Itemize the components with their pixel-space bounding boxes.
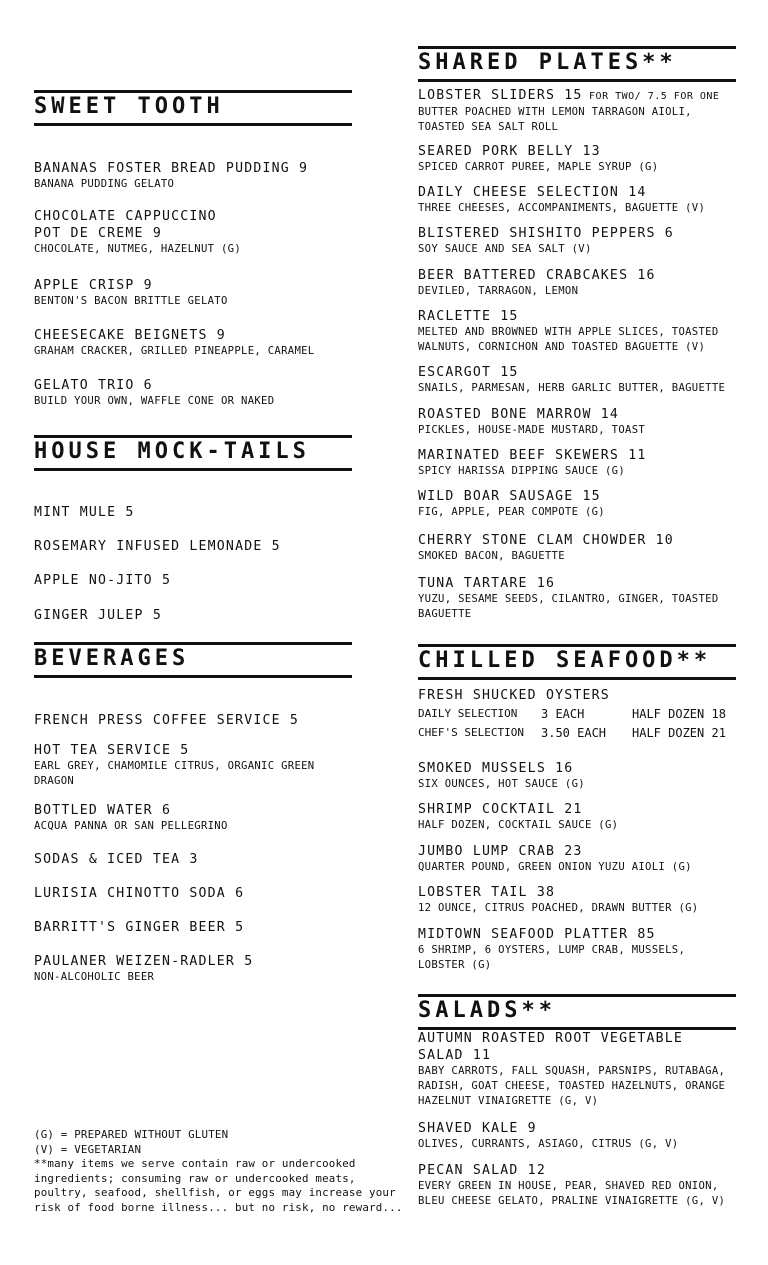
- item-name: BOTTLED WATER 6: [34, 803, 172, 818]
- item-name: JUMBO LUMP CRAB 23: [418, 844, 583, 859]
- item-name: MIDTOWN SEAFOOD PLATTER 85: [418, 927, 656, 942]
- section-shared-plates-header: [418, 46, 736, 82]
- item-name: PAULANER WEIZEN-RADLER 5: [34, 954, 254, 969]
- menu-item: [418, 267, 740, 299]
- item-name: FRESH SHUCKED OYSTERS: [418, 688, 610, 703]
- item-name: APPLE NO-JITO 5: [34, 573, 172, 588]
- item-description: PICKLES, HOUSE-MADE MUSTARD, TOAST: [418, 424, 646, 436]
- item-name: GELATO TRIO 6: [34, 378, 153, 393]
- item-description: MELTED AND BROWNED WITH APPLE SLICES, TOASTED WALNUTS, CORNICHON AND TOASTED BAGUETTE (V): [418, 326, 719, 353]
- item-description: SPICY HARISSA DIPPING SAUCE (G): [418, 465, 626, 477]
- divider: [34, 642, 352, 645]
- item-description: ACQUA PANNA OR SAN PELLEGRINO: [34, 820, 228, 832]
- item-name: SHAVED KALE 9: [418, 1121, 537, 1136]
- menu-item: [34, 919, 356, 936]
- menu-item: [34, 327, 356, 359]
- item-name: PECAN SALAD 12: [418, 1163, 546, 1178]
- oyster-half-dozen-price: HALF DOZEN 21: [632, 726, 726, 740]
- menu-item: [418, 532, 740, 564]
- menu-item: [418, 488, 740, 520]
- menu-item: [418, 87, 740, 135]
- item-description: 6 SHRIMP, 6 OYSTERS, LUMP CRAB, MUSSELS, LOBSTER (G): [418, 944, 686, 971]
- menu-item: [34, 851, 356, 868]
- item-description: 12 OUNCE, CITRUS POACHED, DRAWN BUTTER (G): [418, 902, 699, 914]
- item-name: FRENCH PRESS COFFEE SERVICE 5: [34, 713, 300, 728]
- section-mocktails-header: [34, 435, 352, 471]
- item-name: RACLETTE 15: [418, 309, 519, 324]
- oyster-each-price: 3.50 EACH: [541, 726, 607, 740]
- divider: [34, 123, 352, 126]
- item-description: GRAHAM CRACKER, GRILLED PINEAPPLE, CARAMEL: [34, 345, 315, 357]
- item-description: EVERY GREEN IN HOUSE, PEAR, SHAVED RED ONION, BLEU CHEESE GELATO, PRALINE VINAIGRETTE (G, V): [418, 1180, 726, 1207]
- menu-item: [34, 712, 356, 729]
- item-name: APPLE CRISP 9: [34, 278, 153, 293]
- menu-item: [418, 1162, 740, 1209]
- divider: [34, 435, 352, 438]
- item-name: WILD BOAR SAUSAGE 15: [418, 489, 601, 504]
- item-description: QUARTER POUND, GREEN ONION YUZU AIOLI (G): [418, 861, 692, 873]
- menu-item: [418, 143, 740, 175]
- section-title: HOUSE MOCK-TAILS: [34, 439, 310, 464]
- item-name: CHEESECAKE BEIGNETS 9: [34, 328, 226, 343]
- item-name: ROSEMARY INFUSED LEMONADE 5: [34, 539, 281, 554]
- item-name: BEER BATTERED CRABCAKES 16: [418, 268, 656, 283]
- menu-item: [418, 225, 740, 257]
- menu-item: [34, 572, 356, 589]
- item-description: OLIVES, CURRANTS, ASIAGO, CITRUS (G, V): [418, 1138, 679, 1150]
- menu-item: [34, 742, 356, 789]
- section-sweet-tooth-header: [34, 90, 352, 126]
- item-name-suffix: FOR TWO/ 7.5 FOR ONE: [582, 91, 720, 102]
- item-description: HALF DOZEN, COCKTAIL SAUCE (G): [418, 819, 619, 831]
- menu-item: [34, 277, 356, 309]
- item-description: SOY SAUCE AND SEA SALT (V): [418, 243, 592, 255]
- item-description: BENTON'S BACON BRITTLE GELATO: [34, 295, 228, 307]
- item-name-line-2: POT DE CREME 9: [34, 226, 162, 241]
- section-title: SWEET TOOTH: [34, 94, 224, 119]
- item-description: SNAILS, PARMESAN, HERB GARLIC BUTTER, BAGUETTE: [418, 382, 726, 394]
- item-description: BABY CARROTS, FALL SQUASH, PARSNIPS, RUTABAGA, RADISH, GOAT CHEESE, TOASTED HAZELNUTS, ORANGE HAZELNUT VINAIGRETTE (G, V): [418, 1065, 726, 1107]
- menu-item: [418, 801, 740, 833]
- divider: [418, 46, 736, 49]
- divider: [34, 675, 352, 678]
- menu-item: [418, 884, 740, 916]
- item-name: BLISTERED SHISHITO PEPPERS 6: [418, 226, 674, 241]
- menu-item: [418, 364, 740, 396]
- menu-item: [418, 575, 740, 622]
- item-name: CHERRY STONE CLAM CHOWDER 10: [418, 533, 674, 548]
- menu-item: [34, 208, 356, 257]
- footnote: [34, 1128, 403, 1215]
- item-name: LOBSTER TAIL 38: [418, 885, 556, 900]
- footnote-line: risk of food borne illness... but no risk, no reward...: [34, 1200, 403, 1214]
- item-description: CHOCOLATE, NUTMEG, HAZELNUT (G): [34, 243, 242, 255]
- menu-item: [418, 447, 740, 479]
- menu-item: [418, 843, 740, 875]
- divider: [418, 79, 736, 82]
- oyster-price-row: [418, 726, 738, 744]
- divider: [418, 994, 736, 997]
- menu-item: [34, 538, 356, 555]
- item-name: ROASTED BONE MARROW 14: [418, 407, 620, 422]
- item-description: SMOKED BACON, BAGUETTE: [418, 550, 565, 562]
- item-name: ESCARGOT 15: [418, 365, 519, 380]
- item-name: DAILY CHEESE SELECTION 14: [418, 185, 647, 200]
- menu-item: [34, 160, 356, 192]
- footnote-line: **many items we serve contain raw or undercooked: [34, 1157, 356, 1170]
- menu-item: [34, 953, 356, 985]
- menu-item: [34, 607, 356, 624]
- oyster-half-dozen-price: HALF DOZEN 18: [632, 707, 726, 721]
- oysters-item: [418, 687, 740, 704]
- divider: [418, 677, 736, 680]
- oyster-selection-label: CHEF'S SELECTION: [418, 726, 524, 739]
- menu-item: [418, 1030, 740, 1109]
- footnote-line: ingredients; consuming raw or undercooked meats,: [34, 1171, 356, 1185]
- section-title: BEVERAGES: [34, 646, 190, 671]
- footnote-line: (V) = VEGETARIAN: [34, 1142, 142, 1156]
- item-description: SPICED CARROT PUREE, MAPLE SYRUP (G): [418, 161, 659, 173]
- item-name: [418, 87, 740, 105]
- menu-item: [418, 760, 740, 792]
- item-description: NON-ALCOHOLIC BEER: [34, 971, 155, 983]
- item-description: SIX OUNCES, HOT SAUCE (G): [418, 778, 585, 790]
- oyster-each-price: 3 EACH: [541, 707, 585, 721]
- section-title: SALADS**: [418, 998, 556, 1023]
- item-name: AUTUMN ROASTED ROOT VEGETABLE: [418, 1031, 684, 1046]
- footnote-line: poultry, seafood, shellfish, or eggs may increase your: [34, 1186, 396, 1199]
- section-title: SHARED PLATES**: [418, 50, 677, 75]
- item-name: SHRIMP COCKTAIL 21: [418, 802, 583, 817]
- item-name: MARINATED BEEF SKEWERS 11: [418, 448, 647, 463]
- divider: [34, 468, 352, 471]
- item-name: BARRITT'S GINGER BEER 5: [34, 920, 245, 935]
- footnote-line: (G) = PREPARED WITHOUT GLUTEN: [34, 1128, 229, 1141]
- menu-item: [418, 1120, 740, 1152]
- item-name: SODAS & ICED TEA 3: [34, 852, 199, 867]
- item-name-main: LOBSTER SLIDERS 15: [418, 88, 583, 103]
- item-name: CHOCOLATE CAPPUCCINO: [34, 209, 217, 224]
- item-description: BUILD YOUR OWN, WAFFLE CONE OR NAKED: [34, 395, 275, 407]
- item-description: DEVILED, TARRAGON, LEMON: [418, 285, 579, 297]
- menu-item: [34, 802, 356, 834]
- menu-item: [34, 504, 356, 521]
- menu-item: [418, 926, 740, 973]
- item-name: HOT TEA SERVICE 5: [34, 743, 190, 758]
- item-description: FIG, APPLE, PEAR COMPOTE (G): [418, 506, 605, 518]
- item-description: YUZU, SESAME SEEDS, CILANTRO, GINGER, TOASTED BAGUETTE: [418, 593, 719, 620]
- divider: [34, 90, 352, 93]
- item-name: TUNA TARTARE 16: [418, 576, 556, 591]
- section-title: CHILLED SEAFOOD**: [418, 648, 712, 673]
- menu-item: [418, 184, 740, 216]
- divider: [418, 644, 736, 647]
- menu-item: [34, 885, 356, 902]
- item-name: GINGER JULEP 5: [34, 608, 162, 623]
- menu-item: [418, 308, 740, 355]
- item-description: EARL GREY, CHAMOMILE CITRUS, ORGANIC GREEN DRAGON: [34, 760, 315, 787]
- section-salads-header: [418, 994, 736, 1030]
- item-description: THREE CHEESES, ACCOMPANIMENTS, BAGUETTE (V): [418, 202, 706, 214]
- item-name: MINT MULE 5: [34, 505, 135, 520]
- item-name: SEARED PORK BELLY 13: [418, 144, 601, 159]
- oyster-price-row: [418, 707, 738, 725]
- item-description: BUTTER POACHED WITH LEMON TARRAGON AIOLI, TOASTED SEA SALT ROLL: [418, 106, 692, 133]
- menu-item: [418, 406, 740, 438]
- section-beverages-header: [34, 642, 352, 678]
- menu-item: [34, 377, 356, 409]
- item-name-line-2: SALAD 11: [418, 1048, 492, 1063]
- item-name: LURISIA CHINOTTO SODA 6: [34, 886, 245, 901]
- section-chilled-seafood-header: [418, 644, 736, 680]
- item-name: SMOKED MUSSELS 16: [418, 761, 574, 776]
- item-description: BANANA PUDDING GELATO: [34, 178, 175, 190]
- oyster-selection-label: DAILY SELECTION: [418, 707, 518, 720]
- item-name: BANANAS FOSTER BREAD PUDDING 9: [34, 161, 309, 176]
